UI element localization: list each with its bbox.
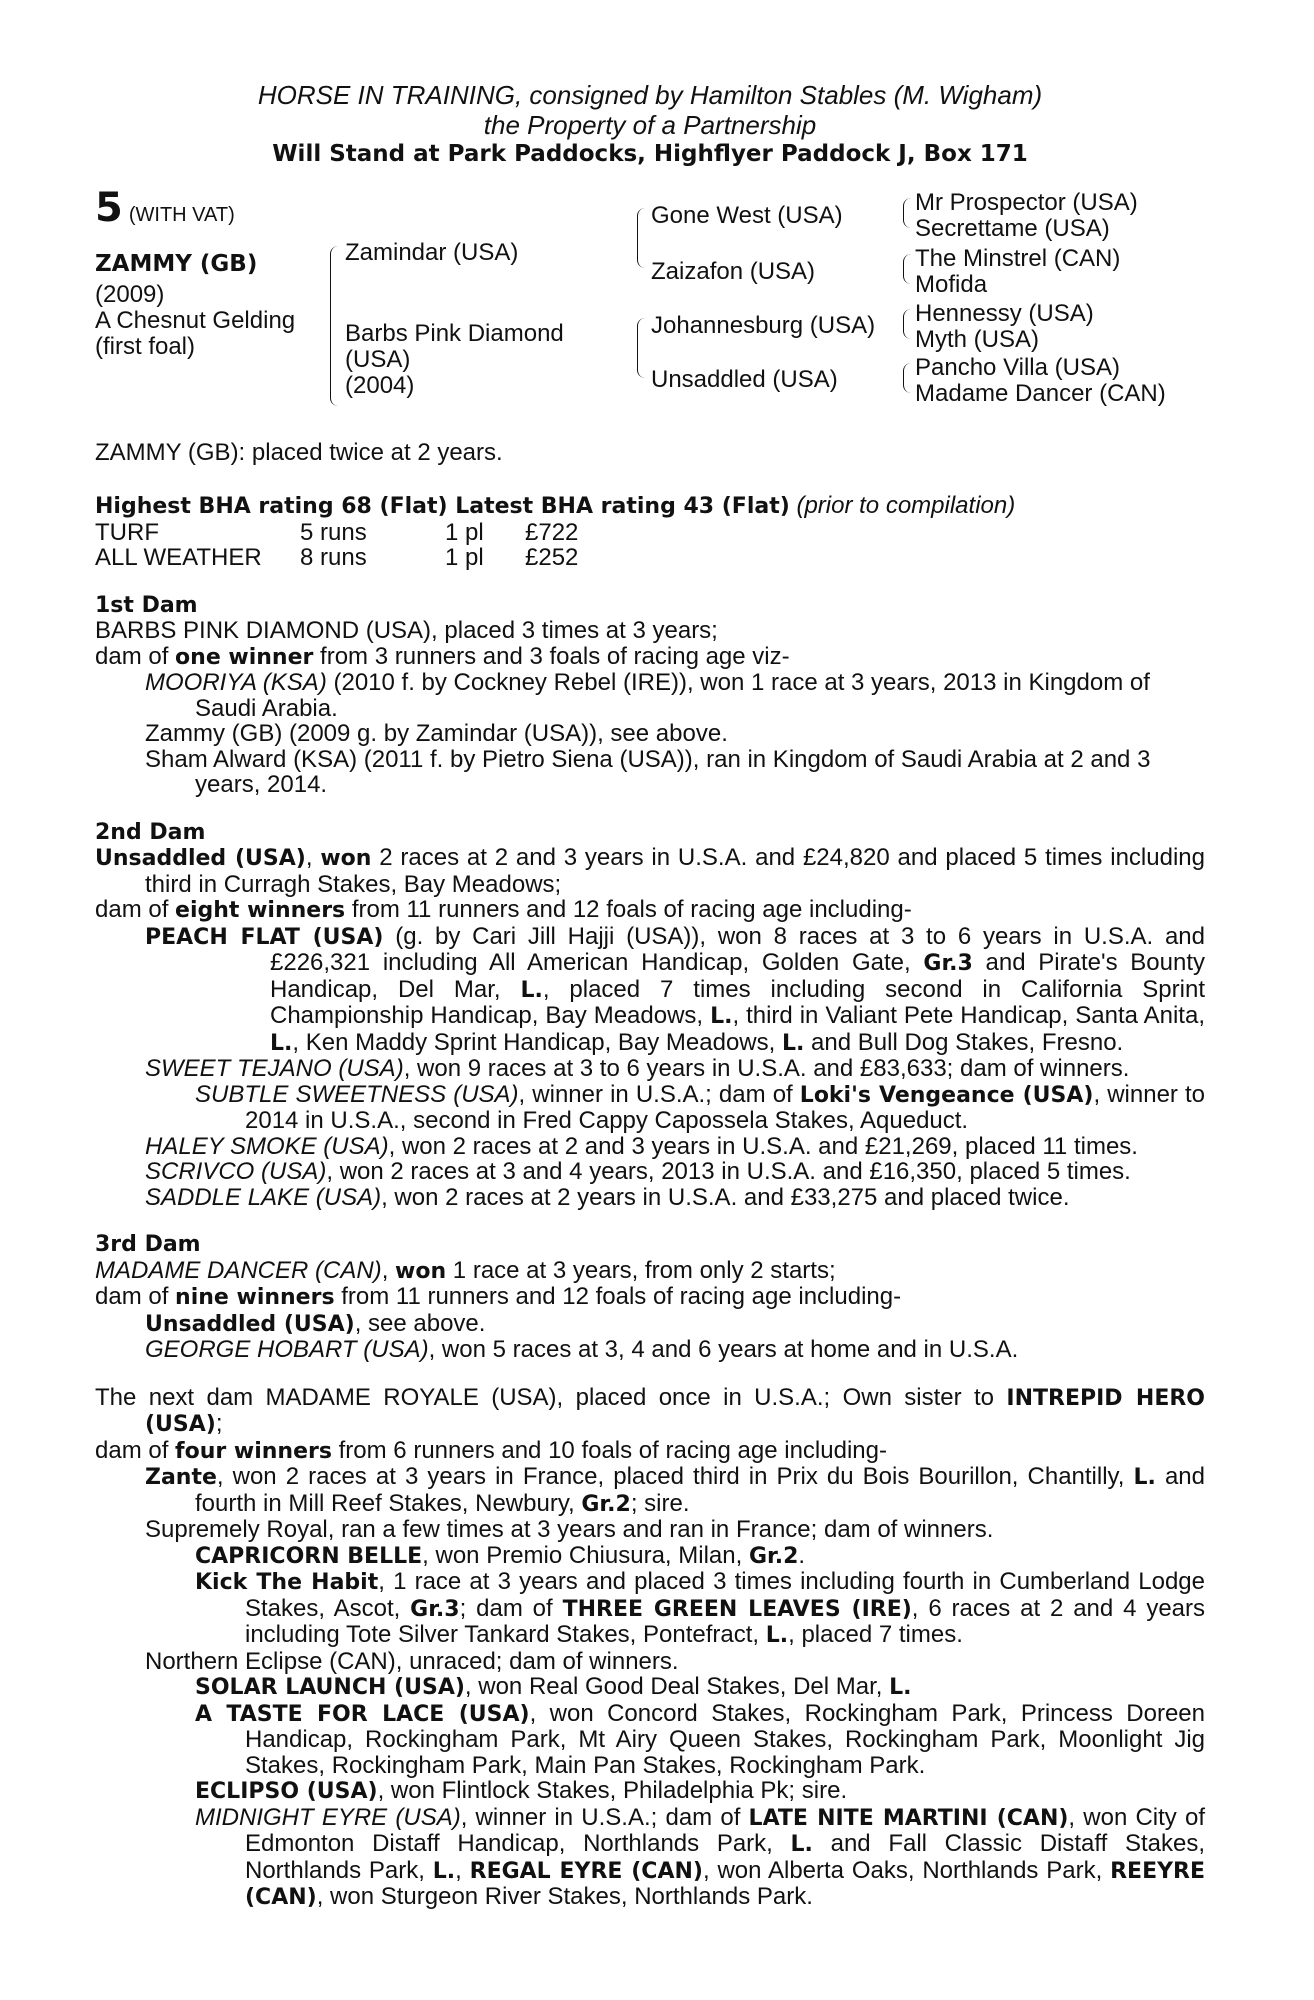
dam1-line1: BARBS PINK DIAMOND (USA), placed 3 times at 3 years;	[95, 617, 718, 644]
text-bold: eight winners	[175, 898, 346, 923]
text: , won Real Good Deal Stakes, Del Mar,	[464, 1673, 890, 1700]
pedigree-dam-line1: Barbs Pink Diamond	[345, 319, 564, 347]
text: , 1 race at 3 years and placed 3 times including fourth in Cumberland Lodge Stakes, Ascot,	[245, 1568, 1205, 1622]
pedigree-dam-line3: (2004)	[345, 371, 415, 399]
text: dam of	[95, 642, 176, 670]
pedigree-dsd: Myth (USA)	[915, 325, 1040, 353]
text-italic: SUBTLE SWEETNESS (USA)	[195, 1080, 519, 1108]
text-italic: SCRIVCO (USA)	[145, 1158, 327, 1185]
text: and Pirate's Bounty Handicap, Del Mar,	[270, 949, 1206, 1003]
dam1-entry	[95, 670, 1205, 721]
text-bold: REGAL EYRE (CAN)	[469, 1858, 703, 1884]
ratings-row	[95, 520, 1205, 546]
dam3-entry	[95, 1337, 1205, 1363]
ratings-prize: £252	[525, 544, 579, 571]
text-bold: INTREPID HERO (USA)	[145, 1385, 1206, 1437]
pedigree-dam-line2: (USA)	[345, 345, 411, 373]
text: , won Flintlock Stakes, Philadelphia Pk; sire.	[377, 1777, 848, 1804]
text: ; dam of	[459, 1594, 563, 1622]
text: , Ken Maddy Sprint Handicap, Bay Meadows,	[292, 1028, 782, 1056]
text-bold: won	[395, 1258, 447, 1284]
dam2-line1	[95, 845, 1205, 897]
text: (2010 f. by Cockney Rebel (IRE)), won 1 race at 3 years, 2013 in Kingdom of Saudi Arabia.	[195, 669, 1150, 722]
text-bold: L.	[432, 1858, 456, 1884]
text: and Bull Dog Stakes, Fresno.	[804, 1028, 1124, 1056]
text-bold: Loki's Vengeance (USA)	[799, 1082, 1094, 1108]
pedigree-brace-sire	[637, 208, 646, 268]
dam1-line2	[95, 644, 1205, 671]
text: .	[798, 1541, 806, 1569]
text: , won 2 races at 2 and 3 years in U.S.A. and £21,269, placed 11 times.	[388, 1132, 1138, 1160]
text-bold: REEYRE (CAN)	[245, 1858, 1205, 1910]
text-bold: THREE GREEN LEAVES (IRE)	[562, 1596, 912, 1622]
nextdam-entry-zante	[95, 1464, 1205, 1517]
text-bold: Gr.2	[581, 1491, 631, 1517]
text-bold: Gr.3	[923, 951, 973, 976]
text: , winner in U.S.A.; dam of	[518, 1080, 800, 1108]
text-bold: nine winners	[175, 1285, 335, 1310]
dam3-entry	[95, 1311, 1205, 1338]
text: ; sire.	[630, 1489, 690, 1517]
text: ,	[305, 844, 321, 871]
text: , placed 7 times.	[788, 1621, 963, 1648]
text-bold: one winner	[175, 644, 314, 670]
text-bold: L.	[710, 1004, 733, 1029]
ratings-heading-bold: Highest BHA rating 68 (Flat) Latest BHA rating 43 (Flat)	[95, 494, 790, 519]
text: from 3 runners and 3 foals of racing age viz-	[313, 642, 790, 670]
header-property: the Property of a Partnership	[483, 110, 817, 140]
text-bold: four winners	[175, 1438, 332, 1464]
text-bold: PEACH FLAT (USA)	[145, 924, 384, 950]
text-bold: L.	[270, 1030, 293, 1056]
text: , won 2 races at 3 years in France, placed third in Prix du Bois Bourillon, Chantilly,	[216, 1463, 1134, 1490]
text-italic: MOORIYA (KSA)	[145, 669, 327, 696]
text: , won Premio Chiusura, Milan,	[422, 1541, 749, 1569]
ratings-placed: 1 pl	[445, 544, 484, 571]
text-bold: L.	[781, 1030, 805, 1056]
text: , placed 7 times including second in California Sprint Championship Handicap, Bay Meadows,	[270, 975, 1205, 1029]
text: , won 2 races at 2 years in U.S.A. and £33,275 and placed twice.	[381, 1183, 1070, 1211]
text: , won Sturgeon River Stakes, Northlands Park.	[316, 1883, 813, 1910]
text: , winner in U.S.A.; dam of	[460, 1803, 749, 1831]
text: , won 9 races at 3 to 6 years in U.S.A. and £83,633; dam of winners.	[403, 1055, 1130, 1082]
text: , winner to 2014 in U.S.A., second in Fred Cappy Capossela Stakes, Aqueduct.	[245, 1080, 1206, 1134]
text-bold: Gr.2	[748, 1543, 799, 1569]
text: from 11 runners and 12 foals of racing age including-	[334, 1283, 902, 1310]
pedigree-block	[95, 184, 1205, 436]
ratings-surface: TURF	[95, 518, 159, 546]
horse-foal-note: (first foal)	[95, 332, 196, 360]
text: , won City of Edmonton Distaff Handicap, Northlands Park,	[245, 1803, 1205, 1857]
text: , won Alberta Oaks, Northlands Park,	[702, 1856, 1111, 1884]
text-italic: MIDNIGHT EYRE (USA)	[195, 1803, 461, 1831]
pedigree-sss: Mr Prospector (USA)	[915, 188, 1138, 216]
horse-name: ZAMMY (GB)	[95, 250, 258, 277]
ratings-surface: ALL WEATHER	[95, 544, 262, 571]
text: ;	[215, 1410, 223, 1437]
text: , 6 races at 2 and 4 years including Tote Silver Tankard Stakes, Pontefract,	[245, 1594, 1206, 1648]
pedigree-brace-g3a	[903, 198, 911, 228]
text-bold: SOLAR LAUNCH (USA)	[195, 1675, 465, 1700]
pedigree-brace-g3c	[903, 309, 911, 339]
lot-vat: (WITH VAT)	[128, 203, 235, 226]
pedigree-dam-dam: Unsaddled (USA)	[651, 365, 838, 393]
text-bold: Zante	[145, 1465, 217, 1490]
text: , won 2 races at 3 and 4 years, 2013 in U.S.A. and £16,350, placed 5 times.	[326, 1158, 1131, 1185]
text: ,	[381, 1256, 396, 1284]
text: from 11 runners and 12 foals of racing age including-	[345, 896, 912, 923]
pedigree-sire-sire: Gone West (USA)	[651, 201, 843, 229]
pedigree-brace-g3b	[903, 254, 911, 284]
text-italic: MADAME DANCER (CAN)	[95, 1256, 382, 1284]
pedigree-dam-sire: Johannesburg (USA)	[651, 311, 876, 339]
catalogue-page	[95, 80, 1205, 1911]
nextdam-line2	[95, 1438, 1205, 1465]
pedigree-brace-dam	[637, 318, 646, 378]
header-location: Will Stand at Park Paddocks, Highflyer Paddock J, Box 171	[272, 141, 1028, 167]
nextdam-entry-midnight-eyre	[95, 1805, 1205, 1911]
text-bold: A TASTE FOR LACE (USA)	[195, 1701, 530, 1727]
dam2-entry-haley-smoke	[95, 1134, 1205, 1160]
nextdam-entry-solar-launch	[95, 1674, 1205, 1701]
nextdam-line1	[95, 1385, 1205, 1438]
lot-number-line	[95, 184, 235, 231]
pedigree-sire-dam: Zaizafon (USA)	[651, 257, 816, 285]
ratings-heading-note: (prior to compilation)	[796, 492, 1016, 519]
text-bold: LATE NITE MARTINI (CAN)	[748, 1805, 1069, 1831]
section-title-3rd-dam: 3rd Dam	[95, 1232, 201, 1257]
ratings-prize: £722	[525, 518, 579, 546]
text: dam of	[95, 896, 176, 923]
text-bold: ECLIPSO (USA)	[195, 1779, 378, 1804]
text-bold: L.	[520, 977, 543, 1003]
dam3-line1	[95, 1258, 1205, 1285]
text-italic: SADDLE LAKE (USA)	[145, 1183, 382, 1211]
ratings-runs: 5 runs	[300, 518, 367, 546]
text-bold: L.	[1133, 1465, 1156, 1490]
text: The next dam MADAME ROYALE (USA), placed once in U.S.A.; Own sister to	[95, 1383, 1007, 1411]
text: , won 5 races at 3, 4 and 6 years at home and in U.S.A.	[428, 1336, 1019, 1363]
ratings-row	[95, 545, 1205, 571]
text-bold: CAPRICORN BELLE	[195, 1543, 423, 1569]
text-italic: HALEY SMOKE (USA)	[145, 1132, 389, 1160]
text: , third in Valiant Pete Handicap, Santa Anita,	[732, 1002, 1205, 1029]
nextdam-entry-kick-the-habit	[95, 1569, 1205, 1649]
text-bold: won	[320, 846, 372, 871]
ratings-heading	[95, 493, 1205, 520]
text: and Fall Classic Distaff Stakes, Northlands Park,	[245, 1830, 1205, 1884]
text-bold: Unsaddled (USA)	[95, 846, 306, 871]
dam2-line2	[95, 897, 1205, 924]
text-bold: Unsaddled (USA)	[145, 1311, 355, 1337]
dam1-entry: Zammy (GB) (2009 g. by Zamindar (USA)), see above.	[145, 720, 728, 747]
text: ,	[455, 1856, 470, 1884]
section-title-2nd-dam: 2nd Dam	[95, 819, 206, 845]
nextdam-entry-taste-for-lace	[95, 1701, 1205, 1779]
text-italic: SWEET TEJANO (USA)	[145, 1055, 404, 1082]
horse-description: A Chesnut Gelding	[95, 306, 296, 334]
pedigree-brace-g3d	[903, 363, 911, 393]
pedigree-brace-gen1	[330, 246, 341, 406]
dam2-entry-scrivco	[95, 1159, 1205, 1185]
pedigree-ddd: Madame Dancer (CAN)	[915, 379, 1166, 407]
dam2-entry-peach-flat	[95, 924, 1205, 1057]
text: (g. by Cari Jill Hajji (USA)), won 8 races at 3 to 6 years in U.S.A. and £226,321 including All American Handicap, Golden Gate,	[270, 922, 1205, 976]
text: dam of	[95, 1436, 176, 1464]
pedigree-ssd: Secrettame (USA)	[915, 214, 1110, 242]
pedigree-dds: Pancho Villa (USA)	[915, 353, 1120, 381]
pedigree-sdd: Mofida	[915, 270, 988, 298]
text: from 6 runners and 10 foals of racing age including-	[331, 1436, 887, 1464]
dam3-line2	[95, 1284, 1205, 1311]
nextdam-entry-capricorn-belle	[95, 1543, 1205, 1570]
dam2-entry-saddle-lake	[95, 1185, 1205, 1211]
nextdam-entry-eclipso	[95, 1778, 1205, 1805]
pedigree-sds: The Minstrel (CAN)	[915, 244, 1121, 272]
lot-number: 5	[95, 184, 123, 231]
ratings-runs: 8 runs	[300, 544, 367, 571]
dam2-entry-subtle-sweetness	[95, 1082, 1205, 1134]
text: , see above.	[354, 1309, 486, 1337]
text-bold: Gr.3	[410, 1596, 460, 1622]
horse-year: (2009)	[95, 280, 165, 308]
text-bold: L.	[790, 1832, 813, 1857]
text: and fourth in Mill Reef Stakes, Newbury,	[195, 1463, 1205, 1517]
header-consignor: HORSE IN TRAINING, consigned by Hamilton Stables (M. Wigham)	[257, 80, 1043, 110]
section-title-1st-dam: 1st Dam	[95, 592, 198, 618]
text: dam of	[95, 1283, 176, 1310]
nextdam-entry-supremely-royal: Supremely Royal, ran a few times at 3 years and ran in France; dam of winners.	[145, 1516, 994, 1543]
nextdam-entry-northern-eclipse: Northern Eclipse (CAN), unraced; dam of winners.	[145, 1647, 679, 1675]
text-bold: Kick The Habit	[195, 1570, 379, 1595]
text-bold: L.	[889, 1675, 912, 1700]
ratings-placed: 1 pl	[445, 518, 484, 546]
text-italic: GEORGE HOBART (USA)	[145, 1336, 429, 1363]
text: 2 races at 2 and 3 years in U.S.A. and £24,820 and placed 5 times including third in Curragh Stakes, Bay Meadows;	[145, 844, 1205, 898]
dam2-entry-sweet-tejano	[95, 1056, 1205, 1082]
dam1-entry: Sham Alward (KSA) (2011 f. by Pietro Siena (USA)), ran in Kingdom of Saudi Arabia at 2 and 3 years, 2014.	[145, 745, 1151, 798]
summary-line: ZAMMY (GB): placed twice at 2 years.	[95, 438, 503, 466]
text-bold: L.	[765, 1623, 789, 1648]
text: 1 race at 3 years, from only 2 starts;	[446, 1256, 836, 1284]
pedigree-dss: Hennessy (USA)	[915, 299, 1094, 327]
text: , won Concord Stakes, Rockingham Park, Princess Doreen Handicap, Rockingham Park, Mt Airy Queen Stakes, Rockingham Park, Moonlight Jig Stakes, Rockingham Park, Main Pan Stakes, Rockingham Park.	[245, 1699, 1206, 1779]
pedigree-sire: Zamindar (USA)	[345, 238, 519, 266]
